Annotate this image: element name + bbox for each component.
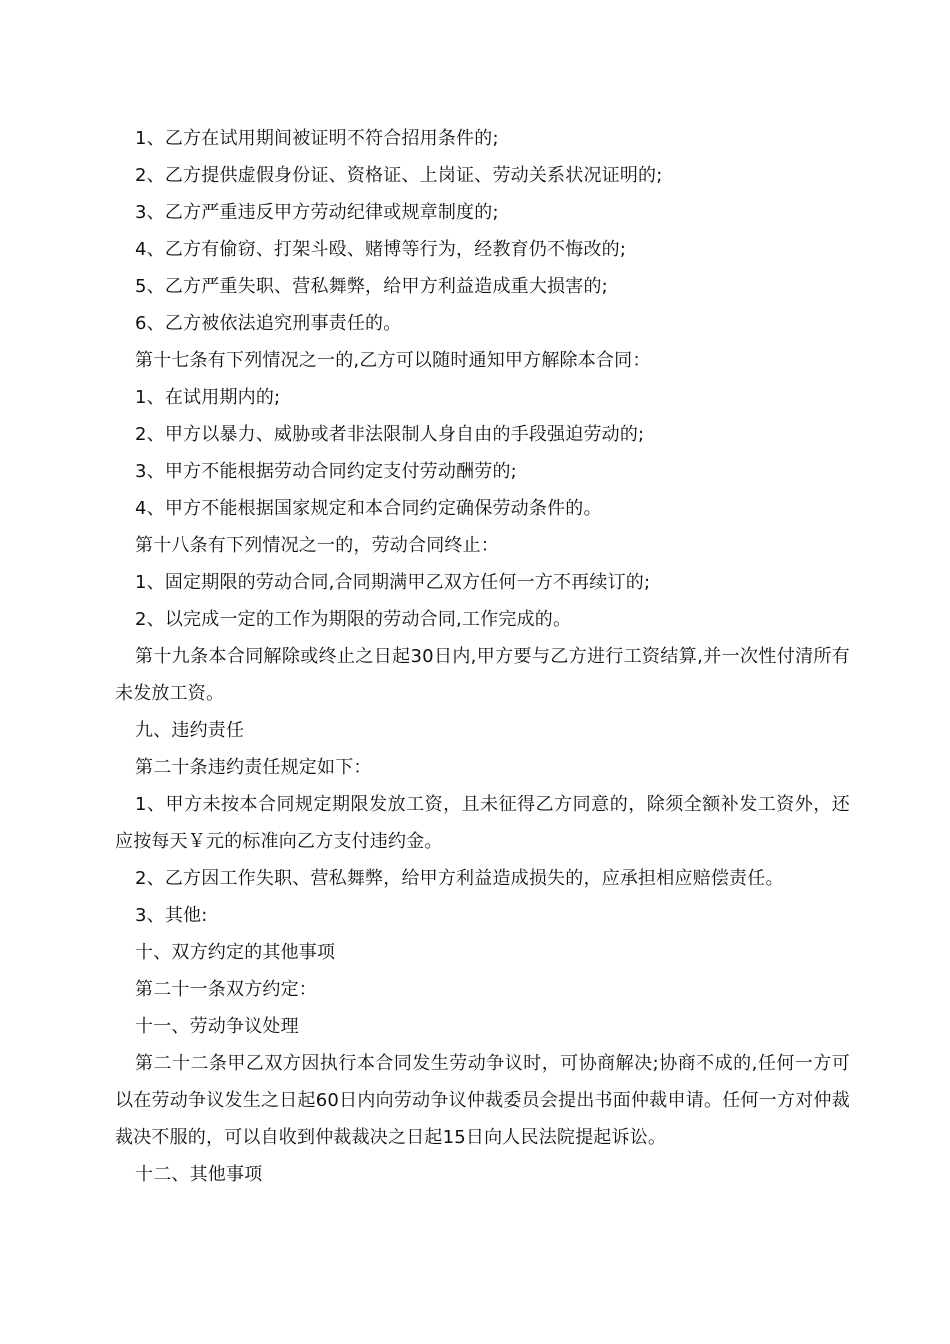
clause-5: 5、乙方严重失职、营私舞弊，给甲方利益造成重大损害的; xyxy=(135,276,608,297)
section-9-heading: 九、违约责任 xyxy=(135,720,245,741)
article-22: 第二十二条甲乙双方因执行本合同发生劳动争议时，可协商解决;协商不成的,任何一方可以在劳动争议发生之日起60日内向劳动争议仲裁委员会提出书面仲裁申请。任何一方对仲裁裁决不服的，可以自收到仲裁裁决之日起15日向人民法院提起诉讼。 xyxy=(115,1053,850,1148)
article-17-item-4: 4、甲方不能根据国家规定和本合同约定确保劳动条件的。 xyxy=(135,498,602,519)
article-18-item-1: 1、固定期限的劳动合同,合同期满甲乙双方任何一方不再续订的; xyxy=(135,572,651,593)
clause-6: 6、乙方被依法追究刑事责任的。 xyxy=(135,313,402,334)
article-18: 第十八条有下列情况之一的，劳动合同终止： xyxy=(135,535,499,556)
section-11-heading: 十一、劳动争议处理 xyxy=(135,1016,299,1037)
clause-2: 2、乙方提供虚假身份证、资格证、上岗证、劳动关系状况证明的; xyxy=(135,165,663,186)
article-20-item-3: 3、其他: xyxy=(135,905,208,926)
document-body xyxy=(115,120,850,1193)
section-12-heading: 十二、其他事项 xyxy=(135,1164,263,1185)
clause-4: 4、乙方有偷窃、打架斗殴、赌博等行为，经教育仍不悔改的; xyxy=(135,239,627,260)
article-17-item-2: 2、甲方以暴力、威胁或者非法限制人身自由的手段强迫劳动的; xyxy=(135,424,645,445)
article-20-item-1: 1、甲方未按本合同规定期限发放工资，且未征得乙方同意的，除须全额补发工资外，还应按每天￥元的标准向乙方支付违约金。 xyxy=(115,794,850,852)
article-20: 第二十条违约责任规定如下： xyxy=(135,757,372,778)
article-19: 第十九条本合同解除或终止之日起30日内,甲方要与乙方进行工资结算,并一次性付清所有未发放工资。 xyxy=(115,646,850,704)
section-10-heading: 十、双方约定的其他事项 xyxy=(135,942,336,963)
article-18-item-2: 2、以完成一定的工作为期限的劳动合同,工作完成的。 xyxy=(135,609,572,630)
article-20-item-2: 2、乙方因工作失职、营私舞弊，给甲方利益造成损失的，应承担相应赔偿责任。 xyxy=(135,868,784,889)
article-17: 第十七条有下列情况之一的,乙方可以随时通知甲方解除本合同： xyxy=(135,350,651,371)
article-17-item-1: 1、在试用期内的; xyxy=(135,387,281,408)
clause-1: 1、乙方在试用期间被证明不符合招用条件的; xyxy=(135,128,499,149)
article-17-item-3: 3、甲方不能根据劳动合同约定支付劳动酬劳的; xyxy=(135,461,517,482)
article-21: 第二十一条双方约定： xyxy=(135,979,317,1000)
clause-3: 3、乙方严重违反甲方劳动纪律或规章制度的; xyxy=(135,202,499,223)
